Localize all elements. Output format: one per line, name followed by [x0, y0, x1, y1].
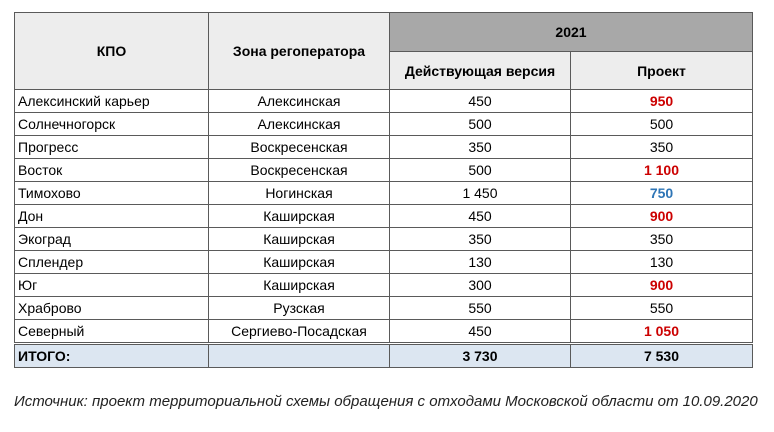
table-row: [15, 320, 753, 344]
row-project-value: 1 100: [571, 159, 753, 182]
kpo-capacity-table: [14, 12, 753, 368]
table-row: [15, 113, 753, 136]
table-row: [15, 159, 753, 182]
row-kpo-name: Сплендер: [15, 251, 209, 274]
table-row: [15, 251, 753, 274]
row-current-value: 450: [390, 320, 571, 344]
row-zone: Рузская: [209, 297, 390, 320]
row-kpo-name: Тимохово: [15, 182, 209, 205]
row-zone: Каширская: [209, 205, 390, 228]
row-project-value: 550: [571, 297, 753, 320]
row-zone: Каширская: [209, 228, 390, 251]
header-year: 2021: [390, 13, 753, 52]
row-current-value: 550: [390, 297, 571, 320]
header-kpo: КПО: [15, 13, 209, 90]
header-project: Проект: [571, 52, 753, 90]
table-row: [15, 228, 753, 251]
row-kpo-name: Восток: [15, 159, 209, 182]
row-current-value: 350: [390, 136, 571, 159]
total-label: ИТОГО:: [15, 344, 209, 368]
row-project-value: 350: [571, 136, 753, 159]
row-zone: Сергиево-Посадская: [209, 320, 390, 344]
row-kpo-name: Солнечногорск: [15, 113, 209, 136]
row-project-value: 750: [571, 182, 753, 205]
source-note: Источник: проект территориальной схемы обращения с отходами Московской области от 10.09.2020: [14, 393, 758, 410]
total-row: [15, 344, 753, 368]
table-body: [15, 90, 753, 368]
row-current-value: 350: [390, 228, 571, 251]
row-kpo-name: Северный: [15, 320, 209, 344]
row-kpo-name: Храброво: [15, 297, 209, 320]
table-row: [15, 90, 753, 113]
row-kpo-name: Прогресс: [15, 136, 209, 159]
header-current-version: Действующая версия: [390, 52, 571, 90]
row-current-value: 450: [390, 205, 571, 228]
row-zone: Алексинская: [209, 90, 390, 113]
row-project-value: 500: [571, 113, 753, 136]
row-current-value: 300: [390, 274, 571, 297]
total-current-value: 3 730: [390, 344, 571, 368]
row-zone: Каширская: [209, 274, 390, 297]
row-current-value: 500: [390, 159, 571, 182]
row-kpo-name: Дон: [15, 205, 209, 228]
total-zone-empty: [209, 344, 390, 368]
row-kpo-name: Юг: [15, 274, 209, 297]
table-row: [15, 182, 753, 205]
table-row: [15, 274, 753, 297]
row-current-value: 450: [390, 90, 571, 113]
row-kpo-name: Алексинский карьер: [15, 90, 209, 113]
row-zone: Воскресенская: [209, 136, 390, 159]
row-current-value: 130: [390, 251, 571, 274]
row-current-value: 1 450: [390, 182, 571, 205]
row-project-value: 950: [571, 90, 753, 113]
row-project-value: 1 050: [571, 320, 753, 344]
table-row: [15, 136, 753, 159]
row-zone: Ногинская: [209, 182, 390, 205]
row-zone: Воскресенская: [209, 159, 390, 182]
row-current-value: 500: [390, 113, 571, 136]
row-project-value: 900: [571, 205, 753, 228]
table-row: [15, 205, 753, 228]
row-project-value: 900: [571, 274, 753, 297]
row-project-value: 130: [571, 251, 753, 274]
header-zone: Зона регоператора: [209, 13, 390, 90]
total-project-value: 7 530: [571, 344, 753, 368]
row-project-value: 350: [571, 228, 753, 251]
row-zone: Каширская: [209, 251, 390, 274]
table-row: [15, 297, 753, 320]
row-zone: Алексинская: [209, 113, 390, 136]
row-kpo-name: Экоград: [15, 228, 209, 251]
